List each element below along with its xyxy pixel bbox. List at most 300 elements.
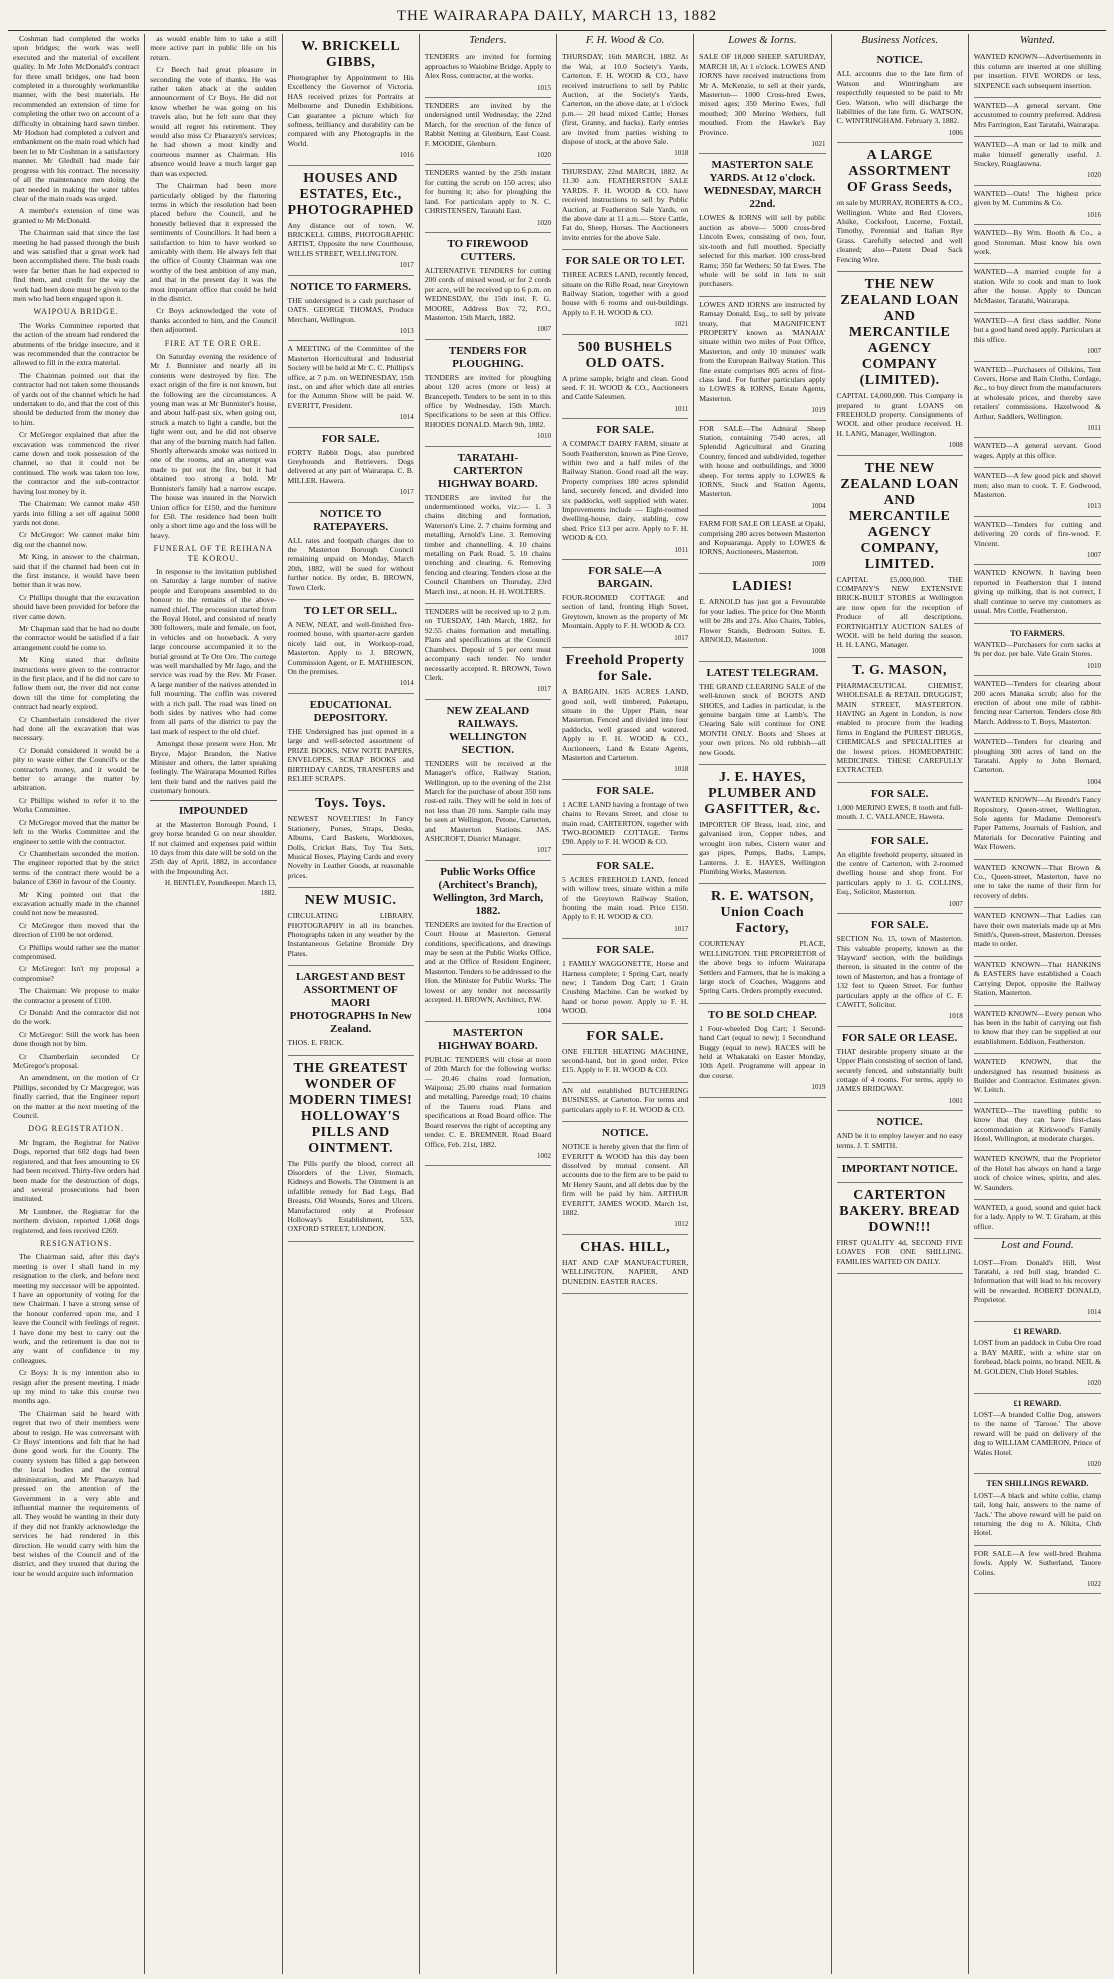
article-paragraph: The Chairman said he heard with regret that two of their members were about to resign. He was conversant with Cr Boys' intentions and felt that he had done good work for the County. The county system has filled a gap between the local bodies and the central administration, and Mr Pharazyn had pressed on the attention of the Government in a very able and influential manner the requirements of all. They would be wanting in their duty if they did not frankly acknowledge the services he had rendered in this direction. He would carry with him the best wishes of the Council and of the district, and they trusted that during the tour he would acquire such information	[13, 1408, 140, 1578]
advertisement	[425, 447, 551, 604]
article-paragraph: Cr McGregor: Isn't my proposal a compromise?	[13, 964, 140, 983]
ad-text: FOUR-ROOMED COTTAGE and section of land, fronting High Street, Greytown, known as the property of Mr Mountain. Apply to F. H. WOOD & CO.	[562, 593, 689, 631]
ad-text: CIRCULATING LIBRARY. PHOTOGRAPHY in all its branches. Photographs taken in any weather by the Instantaneous Gelatine Bromide Dry Plates.	[287, 911, 414, 958]
advertisement	[974, 137, 1101, 186]
ad-text: WANTED—A general servant. Good wages. Apply at this office.	[973, 441, 1101, 460]
ad-text: THE GRAND CLEARING SALE of the well-known stock of BOOTS AND SHOES, and Ladies in particular, is the genuine bargain time at Lamb's. The Clearing Sale will continue for ONE MONTH ONLY. Boots and Shoes at your own prices. No old rubbish—all new Goods.	[699, 681, 826, 757]
ad-reference-number: 1018	[674, 765, 689, 774]
article-paragraph: Cr Donald: And the contractor did not do the work.	[13, 1008, 140, 1027]
ad-text: WANTED KNOWN—That Ladies can have their own materials made up at Mrs Smith's, Queen-street, Masterton. Dresses made to order.	[973, 911, 1101, 949]
article-paragraph: Cr McGregor then moved that the direction of £100 be not ordered.	[13, 920, 140, 940]
article-paragraph: Cr Chamberlain considered the river had done all the excavation that was necessary.	[13, 714, 140, 743]
article-paragraph: Cr McGregor moved that the matter be left to the Works Committee and the engineer to settle with the contractor.	[13, 817, 140, 846]
advertisement	[562, 648, 688, 780]
article-paragraph: Cr McGregor: We cannot make him dig out the channel now.	[13, 530, 140, 549]
ad-heading: FOR SALE.	[870, 787, 929, 800]
article-paragraph: Mr King stated that definite instructions were given to the contractor in the first place, and if he did not care to follow them out, the river did not come down till the time for completing the contract had nearly expired.	[13, 655, 140, 712]
article-paragraph: Cr Boys acknowledged the vote of thanks accorded to him, and the Council then adjourned.	[150, 306, 277, 335]
advertisement	[699, 662, 825, 765]
ad-text: TENDERS wanted by the 25th instant for cutting the scrub on 150 acres; also for burning it; also for ploughing the land. For particulars apply to N. C. CHRISTENSEN, Taratahi East.	[424, 168, 551, 216]
advertisement	[974, 860, 1101, 909]
ad-text: TENDERS are invited for forming approaches to Waiohine Bridge. Apply to Alex Ross, contractor, at the works.	[424, 52, 551, 81]
ad-text: WANTED—Tenders for clearing and ploughing 300 acres of land on the Taratahi. Apply to John Bernard, Carterton.	[973, 737, 1101, 775]
ad-reference-number: 1017	[537, 685, 551, 694]
lost-found-notice	[974, 1255, 1101, 1322]
advertisement	[288, 966, 414, 1055]
ad-text: TENDERS are invited by the undersigned until Wednesday, the 22nd March, for the erection of the fence of Rabbit Netting at Glenburn, East Coast. F. MOODIE, Glenburn.	[424, 101, 551, 148]
section-heading: RESIGNATIONS.	[39, 1238, 113, 1248]
ad-text: IMPORTER OF Brass, lead, zinc, and galvanised iron, Copper tubes, and wrought iron tubes, Cistern water and gas pipes, Pumps, Baths, Lamps, Lanterns. J. E. HAYES, Wellington Plumbing Works, Masterton.	[699, 819, 826, 876]
ad-headline: LADIES!	[732, 579, 793, 595]
ad-reference-number: 1004	[537, 1007, 551, 1016]
ad-reference-number: 1021	[674, 320, 689, 329]
ad-heading: NOTICE.	[876, 54, 923, 67]
ad-heading: TARATAHI-CARTERTON HIGHWAY BOARD.	[438, 451, 538, 490]
ad-reference-number: 1017	[674, 633, 689, 642]
advertisement	[699, 421, 825, 517]
advertisement	[837, 272, 963, 455]
advertisement	[425, 700, 551, 861]
advertisement	[974, 98, 1101, 137]
advertisement	[837, 830, 963, 914]
advertisement	[837, 914, 963, 1027]
notice-reference-number: 1020	[1087, 1459, 1101, 1468]
article-paragraph: Mr Lumbner, the Registrar for the northern division, reported 1,068 dogs registered, and fees received £269.	[13, 1206, 140, 1235]
ad-reference-number: 1004	[1087, 777, 1101, 786]
reward-heading: £1 REWARD.	[1013, 1327, 1062, 1337]
advertisement	[837, 1111, 963, 1158]
column-3	[283, 34, 420, 1974]
notice-text: LOST—From Donald's Hill, West Taratahi, a red bull stag, branded C. Information that will lead to his recovery will be rewarded. ROBERT DONALD, Proprietor.	[973, 1257, 1101, 1305]
ad-headline: FOR SALE.	[586, 1028, 664, 1044]
ad-text: WANTED KNOWN, that the Proprietor of the Hotel has always on hand a large stock of choice wines, spirits, and ales. W. Saunders.	[973, 1154, 1101, 1192]
article-paragraph: Mr King, in answer to the chairman, said that if the channel had been cut in the first instance, it would have been better than it was now.	[13, 552, 140, 590]
ad-text: A COMPACT DAIRY FARM, situate at South Featherston, known as Pine Grove, within two and a half miles of the Railway Station. Good road all the way. Property comprises 180 acres splendid land, securely fenced, and divided into six paddocks, well supplied with water. Improvements include — Eight-roomed dwelling-house, dairy, stabling, cow shed. Price £13 per acre. Apply to F. H. WOOD & CO.	[562, 439, 689, 543]
ad-reference-number: 1014	[399, 679, 414, 688]
ad-reference-number: 1018	[674, 149, 689, 158]
advertisement	[562, 560, 688, 648]
article-paragraph: Amongst those present were Hon. Mr Bryce, Major Brandon, the Native Minister and others, the latter speaking feelingly. The Wairarapa Mounted Rifles lent their band and the natives paid the customary honours.	[150, 739, 277, 796]
advertisement	[425, 604, 551, 700]
ad-text: ALL accounts due to the late firm of Watson and Wintringham are respectfully requested to be paid to Mr Geo. Watson, who will discharge the liabilities of the late firm. G. WATSON, C. WINTRINGHAM. February 3, 1882.	[836, 69, 963, 126]
ad-headline: J. E. HAYES, PLUMBER AND GASFITTER, &c.	[704, 769, 821, 817]
ad-text: Photographer by Appointment to His Excellency the Governor of Victoria. HAS received prizes for Portraits at Melbourne and Dunedin Exhibitions. Can guarantee a picture which for softness, brilliancy and durability can be compared with any Photographs in the World.	[287, 73, 414, 148]
ad-heading: NOTICE TO FARMERS.	[290, 280, 411, 293]
ad-reference-number: 1011	[674, 545, 689, 554]
advertisement	[562, 1122, 688, 1235]
ad-reference-number: 1008	[948, 441, 963, 450]
column-heading: Business Notices.	[861, 34, 939, 46]
advertisement	[837, 1027, 963, 1111]
advertisement	[699, 884, 825, 1003]
ad-text: LOWES AND IORNS are instructed by Ramsay Donald, Esq., to sell by private treaty, that MAGNIFICENT PROPERTY known as 'MANAIA' situate within two miles of Post Office, Masterton, and only 10 minutes' walk from the European Railway Station. This fine estate comprises 805 acres of first-class land. For further particulars apply to LOWES & IORNS, Estate Agents, Masterton.	[699, 299, 826, 403]
ad-subheading: TO FARMERS.	[1010, 628, 1065, 638]
notice-text: LOST—A branded Collie Dog, answers to the name of 'Tarooe.' The above reward will be paid on delivery of the dog to WILLIAM CAMERON, Prince of Wales Hotel.	[973, 1409, 1101, 1457]
ad-text: 1 Four-wheeled Dog Cart; 1 Second-hand Cart (equal to new); 1 Secondhand Buggy (equal to new). RACES will be held at Whakataki on Easter Monday, 10th April. Programme will appear in due course.	[699, 1023, 826, 1080]
ad-reference-number: 1006	[948, 128, 963, 137]
ad-headline: R. E. WATSON, Union Coach Factory,	[710, 889, 814, 937]
advertisement	[974, 1103, 1101, 1152]
notice-text: LOST—A black and white collie, clamp tail, long hair, answers to the name of 'Jack.' The above reward will be paid on returning the dog to A. Nikita, Club Hotel.	[973, 1490, 1101, 1538]
advertisement	[288, 600, 414, 694]
advertisement	[425, 1022, 551, 1166]
ad-text: NOTICE is hereby given that the firm of EVERITT & WOOD has this day been dissolved by mutual consent. All accounts due to the firm are to be paid to Mr Henry Saunt, and all debts due by the firm will be paid by him. ARTHUR EVERITT, JAMES WOOD. March 1st, 1882.	[562, 1142, 689, 1217]
ad-text: WANTED KNOWN. It having been reported in Featherston that I intend giving up milking, that is not correct, I shall continue to serve my customers as usual. Mrs Cottle, Featherston.	[973, 568, 1101, 616]
advertisement	[699, 516, 825, 574]
ad-headline: A LARGE ASSORTMENT OF Grass Seeds,	[846, 148, 953, 196]
article-paragraph: Mr King pointed out that the excavation actually made in the channel could not now be measured.	[13, 889, 140, 918]
ad-text: 1 ACRE LAND having a frontage of two chains to Revans Street, and close to main road, CARTERTON, together with TWO-ROOMED COTTAGE. Terms £90. Apply to F. H. WOOD & CO.	[562, 799, 689, 847]
ad-text: LOWES & IORNS will sell by public auction as above— 5000 cross-bred Lincoln Ewes, consisting of two, four, six-tooth and full mouthed. Specially selected for this market. 100 cross-bred Rams; 350 fat Wethers; 50 fat Ewes. The whole will be sold in lots to suit purchasers.	[699, 213, 826, 289]
ad-heading: FOR SALE OR LEASE.	[841, 1031, 958, 1044]
ad-reference-number: 1015	[537, 83, 551, 92]
ad-text: TENDERS are invited for the Erection of Court House at Masterton. General conditions, specifications, and drawings may be seen at the Public Works Office, and at the Office of Resident Engineer, Masterton. Tenders to be addressed to the Hon. the Minister for Public Works. The lowest or any tender not necessarily accepted. H. BROWN, Architect, P.W.	[424, 919, 551, 1005]
ad-heading: NOTICE.	[876, 1116, 923, 1129]
ad-text: An eligible freehold property, situated in the centre of Carterton, with 2-roomed dwelling house and shop front. For particulars apply to J. G. COLLINS, Esq., Solicitor, Masterton.	[836, 849, 963, 897]
advertisement	[288, 694, 414, 791]
advertisement	[974, 624, 1101, 677]
ad-reference-number: 1018	[948, 1012, 963, 1021]
advertisement	[425, 340, 551, 447]
advertisement	[974, 313, 1101, 362]
advertisement	[974, 734, 1101, 792]
ad-text: WANTED—A first class saddler. None but a good hand need apply. Particulars at this office.	[973, 315, 1101, 344]
ad-reference-number: 1020	[1087, 171, 1101, 180]
ad-heading: FOR SALE OR TO LET.	[565, 255, 685, 268]
advertisement	[699, 154, 825, 296]
ad-headline: HOUSES AND ESTATES, Etc., PHOTOGRAPHED	[287, 170, 414, 218]
ad-text: 1,000 MERINO EWES, 8 tooth and full-mouth. J. C. VALLANCE, Hawera.	[836, 802, 963, 822]
article-paragraph: Cr McGregor explained that after the excavation was commenced the river came down and took possession of the channel, so that it could not be continued. The work was taken too low, the contractor and the sub-contractor having lost money by it.	[13, 430, 140, 496]
ad-heading: LATEST TELEGRAM.	[706, 666, 819, 679]
ad-reference-number: 1011	[674, 404, 689, 413]
ad-reference-number: 1020	[537, 151, 551, 160]
pound-notice-signature: H. BENTLEY, Poundkeeper. March 13, 1882.	[165, 879, 277, 897]
divider	[150, 800, 276, 801]
column-heading: Wanted.	[1019, 34, 1056, 46]
advertisement	[837, 658, 963, 783]
ad-heading: FOR SALE.	[870, 834, 929, 847]
ad-reference-number: 1017	[399, 261, 414, 270]
advertisement	[425, 861, 551, 1022]
advertisement	[974, 49, 1101, 98]
advertisement	[974, 225, 1101, 264]
ad-reference-number: 1001	[948, 1096, 963, 1105]
ad-text: FARM FOR SALE OR LEASE at Opaki, comprising 280 acres between Masterton and Kopuaranga. Apply to LOWES & IORNS, Auctioneers, Masterton.	[699, 519, 826, 557]
ad-reference-number: 1017	[674, 924, 689, 933]
advertisement	[288, 888, 414, 966]
advertisement	[974, 1006, 1101, 1055]
article-paragraph: In response to the invitation published on Saturday a large number of native people and Europeans assembled to do honour to the remains of the above-named chief. The procession started from the Royal Hotel, and consisted of nearly 300 followers, male and female, on foot, in vehicles and on horseback. A very large concourse accompanied it to the burial ground at Te Ore Ore. The cortege was well marshalled by Mr Jago, and the service was read by the Rev. Mr Fraser. A large number of the natives attended in full mourning. The coffin was covered with a rich pall. The road was lined on both sides by natives who had come from all parts of the district to pay the last mark of respect to the old chief.	[150, 566, 277, 736]
ad-text: FIRST QUALITY 4d, SECOND FIVE LOAVES FOR ONE SHILLING. FAMILIES WAITED ON DAILY.	[836, 1238, 963, 1266]
ad-reference-number: 1010	[537, 432, 551, 441]
ad-reference-number: 1010	[1087, 661, 1101, 670]
advertisement	[288, 341, 414, 427]
ad-reference-number: 1007	[1087, 551, 1101, 560]
ad-heading: LARGEST AND BEST ASSORTMENT OF MAORI PHOTOGRAPHS In New Zealand.	[289, 971, 412, 1036]
lost-found-notice	[974, 1546, 1101, 1595]
advertisement	[837, 456, 963, 658]
ad-heading: MASTERTON HIGHWAY BOARD.	[438, 1026, 538, 1052]
ad-text: ONE FILTER HEATING MACHINE, second-hand, but in good order. Price £15. Apply to F. H. WOOD & CO.	[562, 1046, 689, 1075]
ad-text: AND be it to employ lawyer and no easy terms. J. T. SMITH.	[836, 1131, 963, 1150]
notice-text: LOST from an paddock in Cuba Ore road a BAY MARE, with a white star on forehead, black points, no brand. NEIL & M. GOLDEN, Club Hotel Stables.	[973, 1338, 1101, 1376]
ad-headline: NEW MUSIC.	[304, 893, 397, 909]
advertisement	[288, 791, 414, 888]
advertisement	[562, 164, 688, 250]
advertisement	[974, 468, 1101, 517]
ad-heading: TO LET OR SELL.	[304, 605, 398, 618]
ad-text: CAPITAL £4,000,000. This Company is prepared to grant LOANS on FREEHOLD property. Consignments of WOOL and other produce received. H. H. LANG, Manager, Wellington.	[836, 391, 963, 438]
ad-headline: CARTERTON BAKERY. BREAD DOWN!!!	[839, 1188, 960, 1235]
advertisement	[562, 335, 688, 420]
article-paragraph: The Chairman said, after this day's meeting is over I shall hand in my resignation to the clerk, and before next meeting my successor will be appointed. I have an opportunity of voting for the new Chairman. I have a strong sense of the honour conferred upon me, and I leave the Council with feelings of regret. I have done my best to carry out the work, and the retirement is due not to any want of confidence in my colleagues.	[13, 1252, 140, 1365]
advertisement	[974, 957, 1101, 1006]
section-heading: FIRE AT TE ORE ORE.	[164, 338, 262, 348]
advertisement	[974, 676, 1101, 734]
ad-heading: FOR SALE.	[596, 944, 654, 957]
article-paragraph: Coshman had completed the works upon bridges; the work was well executed and the material of excellent quality. In Mr John McDonald's contract for three small bridges, one had been completed in a thoroughly workmanlike manner, with the best materials. He recommended an extension of time for completing the other two on account of a difficulty in obtaining hard sawn timber. Mr Hodson had completed a culvert and embankment on the main road which had been let to Mr Coshman in a satisfactory manner. Mr Gledhill had made fair progress with his contract. The necessity of all the maintenance men doing the part needed in making the water tables clear of the main roads was urged.	[13, 34, 140, 203]
column-7	[832, 34, 969, 1974]
pound-notice-title: IMPOUNDED	[178, 804, 248, 817]
advertisement	[974, 908, 1101, 957]
ad-text: THURSDAY, 16th MARCH, 1882. At the Wai, at 10.0 Society's Yards, Carterton. F. H. WOOD & CO., have received instructions to sell by Public Auction, at the Society's Yards, Carterton, on the above date, at 1 o'clock p.m.— 20 head mixed Cattle; Horses (first, Granny, and hacks). Early entries are invited from parties wishing to dispose of stock, at the above Sale.	[562, 52, 689, 147]
ad-text: 1 FAMILY WAGGONETTE, Horse and Harness complete; 1 Spring Cart, nearly new; 1 Tandem Dog Cart; 1 Grain Crushing Machine. Can be worked by hand or horse power. Apply to F. H. WOOD.	[562, 959, 689, 1016]
ad-text: TENDERS are invited for ploughing about 120 acres (more or less) at Brancepeth. Tenders to be sent in to this office by Wednesday, 15th March. Specifications to be seen at this Office. RHODES DONALD. March 9th, 1882.	[424, 372, 551, 429]
ad-heading: FOR SALE.	[321, 432, 380, 445]
ad-heading: MASTERTON SALE YARDS. At 12 o'clock. WEDNESDAY, MARCH 22nd.	[703, 159, 822, 211]
advertisement	[974, 264, 1101, 313]
advertisement	[562, 49, 688, 163]
ad-text: THREE ACRES LAND, recently fenced, situate on the Rifle Road, near Greytown Railway Station, together with a good house with 6 rooms and out-buildings. Apply to F. H. WOOD & CO.	[562, 270, 689, 317]
ad-text: WANTED—A few good pick and shovel men; also man to cook. T. F. Godwood, Masterton.	[973, 471, 1101, 500]
ad-text: THAT desirable property situate at the Upper Plain consisting of section of land, securely fenced, and substantially built cottage of 4 rooms. For terms, apply to JAMES BRIDGWAY.	[836, 1046, 963, 1094]
ad-text: WANTED—Oats! The highest price given by M. Cummins & Co.	[973, 188, 1101, 208]
article-paragraph: Cr Beech had great pleasure in seconding the vote of thanks. He was rather taken aback at the sudden announcement of Cr Boys. He did not know whether he was going on his travels also, but he felt sure that they would all regret his retirement. They would also miss Cr Pharazyn's services; he had shown a most kindly and courteous manner as Chairman. His absence would leave a much larger gap than was expected.	[150, 65, 277, 178]
article-paragraph: Cr Chamberlain seconded Cr McGregor's proposal.	[13, 1051, 140, 1071]
article-paragraph: Cr Donald considered it would be a pity to waste either the Council's or the contractor's money, and it would be better to arrange the matter by arbitration.	[13, 745, 140, 793]
ad-reference-number: 1009	[811, 559, 826, 568]
ad-heading: FOR SALE.	[596, 784, 654, 797]
advertisement	[974, 186, 1101, 225]
ad-reference-number: 1004	[811, 501, 826, 510]
column-4	[420, 34, 557, 1974]
ad-headline: THE NEW ZEALAND LOAN AND MERCANTILE AGENCY COMPANY (LIMITED).	[840, 277, 959, 389]
ad-heading: FOR SALE.	[870, 919, 929, 932]
ad-text: A MEETING of the Committee of the Masterton Horticultural and Industrial Society will be held at Mr C. C. Phillips's office, at 7 p.m. on WEDNESDAY, 15th inst., on and after which date all entries for the Autumn Show will be paid. W. EVERITT, President.	[287, 344, 414, 410]
advertisement	[425, 98, 551, 165]
ad-reference-number: 1016	[1087, 210, 1101, 219]
advertisement	[425, 165, 551, 232]
ad-text: COURTENAY PLACE, WELLINGTON. THE PROPRIETOR of the above begs to inform Wairarapa Settlers and Farmers, that he is making a large stock of Coaches, Waggons and Spring Carts. Orders promptly executed.	[699, 939, 826, 996]
ad-text: Any distance out of town. W. BRICKELL GIBBS, PHOTOGRAPHIC ARTIST, Opposite the new Courthouse, WILLIS STREET, WELLINGTON.	[287, 220, 414, 258]
ad-text: FORTY Rabbit Dogs, also purebred Greyhounds and Retrievers. Dogs delivered at any part of Wairarapa. C. B. MILLER. Hawera.	[287, 447, 414, 485]
article-paragraph: The Works Committee reported that the action of the stream had rendered the abutments of the bridge insecure, and it was recommended that the contractor be allowed to fill in the extra material.	[13, 320, 140, 368]
ad-text: The Pills purify the blood, correct all Disorders of the Liver, Stomach, Kidneys and Bowels. The Ointment is an infallible remedy for Bad Legs, Bad Breasts, Old Wounds, Sores and Ulcers. Manufactured only at Professor Holloway's Establishment, 533, OXFORD STREET, LONDON.	[287, 1158, 414, 1234]
reward-heading: TEN SHILLINGS REWARD.	[986, 1479, 1089, 1489]
advertisement	[699, 1004, 825, 1098]
advertisement	[562, 1235, 688, 1294]
ad-text: WANTED—By Wm. Booth & Co., a good Storeman. Must know his own work.	[973, 228, 1101, 256]
article-paragraph: The Chairman: We cannot make 450 yards into filling a set off against 5000 yards not done.	[13, 499, 140, 527]
ad-text: ALTERNATIVE TENDERS for cutting 200 cords of mixed wood, or for 2 cords per acre, will be received up to 6 p.m. on WEDNESDAY, the 15th inst. F. G. MOORE, Address Box 72, P.O., Masterton. 15th March, 1882.	[424, 265, 551, 322]
article-paragraph: The Chairman: We propose to make the contractor a present of £100.	[13, 986, 140, 1005]
advertisement	[425, 49, 551, 98]
section-heading: DOG REGISTRATION.	[28, 1124, 124, 1134]
notice-text: FOR SALE—A few well-bred Brahma fowls. Apply W. Sutherland, Tauore Colins.	[973, 1548, 1101, 1577]
ad-text: A BARGAIN. 1635 ACRES LAND, good soil, well timbered, Puketapu, situate in the Upper Plain, near Masterton. Fenced and divided into four paddocks, well grassed and watered. Apply to F. H. WOOD & CO., Auctioneers, Land & Estate Agents, Masterton and Carterton.	[562, 687, 689, 762]
article-paragraph: as would enable him to take a still more active part in public life on his return.	[150, 34, 277, 62]
ad-text: THE Undersigned has just opened in a large and well-selected assortment of PRIZE BOOKS, NEW NOTE PAPERS, ENVELOPES, SCRAP BOOKS and BIRTHDAY CARDS, TRANSFERS and RELIEF SCRAPS.	[287, 726, 414, 783]
notice-reference-number: 1014	[1087, 1307, 1101, 1316]
ad-text: FOR SALE—The Admiral Sheep Station, containing 7540 acres, all Splendid Agricultural and Grazing Country, fenced and subdivided, together with house and outbuildings, and 3000 sheep. For terms apply to LOWES & IORNS, Stock and Station Agents, Masterton.	[699, 423, 826, 499]
ad-text: THURSDAY, 22nd MARCH, 1882. At 11.30 a.m. FEATHERSTON SALE YARDS. F. H. WOOD & CO. have received instructions to sell by Public Auction, at Featherston Sale Yards, on the above date at 11 a.m.— Store Cattle, Fat do, Sheep, Horses. The Auctioneers invite entries for the above Sale.	[562, 166, 689, 242]
column-heading: F. H. Wood & Co.	[585, 34, 665, 46]
advertisement	[974, 1054, 1101, 1103]
ad-reference-number: 1008	[811, 647, 826, 656]
ad-headline: Toys. Toys.	[315, 796, 386, 812]
ad-text: 5 ACRES FREEHOLD LAND, fenced with willow trees, situate within a mile of the Greytown Railway Station, fronting the main road. Price £150. Apply to F. H. WOOD & CO.	[562, 874, 689, 922]
advertisement	[562, 855, 688, 939]
ad-text: WANTED KNOWN—That Brown & Co., Queen-street, Masterton, have no one to take the name of their firm for recovery of debts.	[973, 862, 1101, 900]
advertisement	[974, 362, 1101, 439]
ad-text: THE undersigned is a cash purchaser of OATS. GEORGE THOMAS, Produce Merchant, Wellington.	[287, 295, 414, 324]
ad-reference-number: 1021	[811, 140, 826, 149]
column-8	[969, 34, 1106, 1974]
column-1	[8, 34, 145, 1974]
ad-text: CAPITAL £5,000,000. THE COMPANY'S NEW EXTENSIVE BRICK-BUILT STORES at Wellington are now open for the reception of Produce of all descriptions. FORTNIGHTLY AUCTION SALES of WOOL will be held during the season. H. H. LANG, Manager.	[836, 574, 963, 650]
ad-heading: NEW ZEALAND RAILWAYS. WELLINGTON SECTION.	[446, 704, 530, 756]
advertisement	[288, 166, 414, 276]
ad-text: WANTED—Purchasers for corn sacks at 9s per doz. per bale. Vale Grain Stores.	[973, 639, 1101, 659]
ad-heading: NOTICE TO RATEPAYERS.	[313, 507, 388, 533]
ad-text: on sale by MURRAY, ROBERTS & CO., Wellington. White and Red Clovers, Alsike, Cocksfoot, Lucerne, Foxtail, Timothy, Perennial and Italian Rye Grass. Carefully selected and well cleaned; also—Patent Dead Sack Fencing Wire.	[836, 198, 963, 264]
notice-reference-number: 1020	[1087, 1379, 1101, 1388]
ad-text: NEWEST NOVELTIES! In Fancy Stationery, Purses, Straps, Desks, Albums, Card Baskets, Workboxes, Dolls, Cricket Bats, Toy Tea Sets, Musical Boxes, Playing Cards and every Novelty in Leather Goods, at reasonable prices.	[287, 814, 414, 880]
ad-reference-number: 1019	[811, 1083, 826, 1092]
ad-text: A prime sample, bright and clean. Good seed. F. H. WOOD & CO., Auctioneers and Cattle Salesmen.	[562, 373, 689, 402]
ad-text: WANTED KNOWN—Every person who has been in the habit of carrying out fish to know that they can be supplied at our establishment. Eddison, Featherston.	[973, 1008, 1101, 1046]
advertisement	[974, 565, 1101, 623]
ad-text: WANTED—Purchasers of Oilskins, Tent Covers, Horse and Rain Cloths, Cordage, &c., to buy direct from the manufacturers at wholesale prices, and thereby save retailers' commissions. Hazelwood & Arthur, Saddlers, Wellington.	[973, 364, 1101, 421]
ad-reference-number: 1016	[399, 151, 414, 160]
ad-reference-number: 1007	[948, 899, 963, 908]
advertisement	[562, 419, 688, 560]
ad-headline: THE GREATEST WONDER OF MODERN TIMES! HOLLOWAY'S PILLS AND OINTMENT.	[288, 1060, 413, 1156]
article-paragraph: On Saturday evening the residence of Mr J. Bunnister and nearly all its contents were destroyed by fire. The exact origin of the fire is not known, but the following are the circumstances. A young man was at Mr Bunnister's house, and about half-past six, when going out, struck a match to light a candle, but the light went out, and he did not observe that any of the burning match had fallen. Shortly afterwards smoke was noticed in one of the rooms, and an attempt was made to put out the fire, but it had obtained too strong a hold. Mr Bunnister's family had a narrow escape. The house was insured in the Norwich Union office for £150, and the furniture for £50. The residence had been built only a short time ago and the loss will be heavy.	[150, 352, 277, 540]
ad-heading: IMPORTANT NOTICE.	[841, 1163, 958, 1175]
ad-headline: W. BRICKELL GIBBS,	[301, 39, 401, 70]
advertisement	[699, 574, 825, 661]
lost-found-notice	[974, 1474, 1101, 1545]
article-paragraph: Cr Boys: It is my intention also to resign after the present meeting. I made up my mind to take this course two months ago.	[13, 1368, 140, 1406]
ad-text: SALE OF 18,000 SHEEP. SATURDAY, MARCH 18, At 1 o'clock. LOWES AND IORNS have received instructions from Mr A. McKenzie, to sell at their yards, Masterton— 1000 Cross-bred Ewes, mixed ages; 350 Merino Ewes, full mouthed; 300 Merino Wethers, full mouthed. From the Hawke's Bay Province.	[699, 52, 826, 137]
ad-reference-number: 1020	[537, 218, 551, 227]
lost-found-heading: Lost and Found.	[1001, 1239, 1074, 1252]
ad-text: WANTED KNOWN—At Brendt's Fancy Repository, Queen-street, Wellington, Sole agents for Madame Demorest's Paper Patterns, Journals of Fashion, and Materials for Decorative Painting and Wax Flowers.	[973, 795, 1101, 852]
column-6	[694, 34, 831, 1974]
advertisement	[699, 297, 825, 421]
ad-headline: 500 BUSHELS OLD OATS.	[577, 339, 673, 371]
ad-text: WANTED—The travelling public to know that they can have first-class accommodation at Kirkwood's Family Hotel, Wellington, at moderate charges.	[973, 1105, 1101, 1143]
ad-text: E. ARNOLD has just got a Fevourable for your ladies. The price for One Month will be 28s and 27s. Also Chairs, Tables, Flower Stands, Bedroom Suites. E. ARNOLD, Masterton.	[699, 597, 826, 644]
advertisement	[288, 503, 414, 600]
ad-reference-number: 1013	[399, 326, 414, 335]
ad-text: WANTED—A man or lad to milk and make himself generally useful. J. Stuckey, Ruaglauwna.	[973, 140, 1101, 169]
section-heading: FUNERAL OF TE REIHANA TE KOROU.	[153, 544, 274, 563]
advertisement	[562, 939, 688, 1023]
advertisement	[837, 49, 963, 143]
ad-heading: TO FIREWOOD CUTTERS.	[447, 237, 529, 263]
ad-reference-number: 1014	[399, 413, 414, 422]
ad-heading: Public Works Office (Architect's Branch), Wellington, 3rd March, 1882.	[432, 865, 544, 917]
column-2	[145, 34, 282, 1974]
article-paragraph: The Chairman had been more particularly obliged by the flattering terms in which the resolution had been placed before the Council, and he honestly believed that it expressed the sentiments of Councillors. It had been a satisfaction to him to have worked so amicably with them. He always felt that the office of County Chairman was one worthy of the best ambition of any man, and that in the present day it was the most important office that could be held in the district.	[150, 181, 277, 303]
article-paragraph: Cr McGregor: Still the work has been done though not by him.	[13, 1029, 140, 1049]
ad-reference-number: 1007	[1087, 347, 1101, 356]
section-heading: WAIPOUA BRIDGE.	[33, 307, 119, 317]
advertisement	[288, 276, 414, 342]
advertisement	[562, 1024, 688, 1083]
advertisement	[974, 1151, 1101, 1200]
article-paragraph: The Chairman said that since the last meeting he had passed through the bush and was satisfied that a great work had been accomplished there. The bush roads were far better than he had expected to find them, and credit for the way the work had been done must be given to the men who had been engaged upon it.	[13, 228, 140, 303]
column-heading: Tenders.	[469, 34, 507, 46]
advertisement	[425, 233, 551, 340]
article-paragraph: The Chairman pointed out that the contractor had not taken some thousands of yards out of the channel which he had undertaken to do, and that the cost of this should be deducted from the money due to him.	[13, 370, 140, 427]
lost-found-notice	[974, 1322, 1101, 1393]
ad-heading: EDUCATIONAL DEPOSITORY.	[309, 698, 392, 724]
advertisement	[974, 517, 1101, 566]
ad-reference-number: 1017	[399, 488, 414, 497]
masthead: THE WAIRARAPA DAILY, MARCH 13, 1882	[8, 6, 1106, 31]
ad-text: SECTION No. 15, town of Masterton. This valuable property, known as the 'Hayward' section, with the buildings thereon, is situated in the centre of the town of Masterton, and has a frontage of 132 feet to Queen Street. For further particulars apply at the office of C. F. CAWITT, Solicitor.	[836, 934, 963, 1009]
ad-text: AN old established BUTCHERING BUSINESS, at Carterton. For terms and particulars apply to F. H. WOOD & CO.	[562, 1085, 689, 1114]
ad-headline: CHAS. HILL,	[580, 1239, 671, 1255]
article-paragraph: Cr Phillips thought that the excavation should have been provided for before the river came down.	[13, 592, 140, 621]
ad-text: A NEW, NEAT, and well-finished five-roomed house, with quarter-acre garden nicely laid out, in Worksop-road, Masterton. Apply to J. BROWN, Commission Agent, or E. MATHIESON, On the premises.	[287, 620, 414, 677]
ad-heading: NOTICE.	[602, 1127, 649, 1140]
column-heading: Lowes & Iorns.	[728, 34, 797, 46]
advertisement	[562, 780, 688, 855]
ad-text: WANTED, a good, sound and quiet hack for a lady. Apply to W. T. Graham, at this office.	[973, 1203, 1101, 1231]
advertisement	[974, 792, 1101, 859]
article-paragraph: Mr Chapman said that he had no doubt the contractor would be satisfied if a fair arrangement could be come to.	[13, 623, 140, 652]
pound-notice-text: at the Masterton Borough Pound, 1 grey horse branded G on near shoulder. If not claimed and expenses paid within 10 days from this date will be sold on the 25th day of April, 1882, in accordance with the Impounding Act.	[150, 819, 277, 876]
ad-text: WANTED KNOWN, that the undersigned has resumed business as Builder and Contractor. Estimates given. W. Leitch.	[973, 1057, 1101, 1095]
advertisement	[837, 143, 963, 272]
advertisement	[562, 250, 688, 334]
ad-text: WANTED KNOWN—That HANKINS & EASTERS have established a Coach Carrying Depot, opposite the Railway Station, Masterton.	[973, 959, 1101, 998]
ad-heading: FOR SALE.	[596, 859, 654, 872]
ad-headline: THE NEW ZEALAND LOAN AND MERCANTILE AGENCY COMPANY, LIMITED.	[840, 460, 959, 572]
ad-text: TENDERS will be received at the Manager's office, Railway Station, Wellington, up to the evening of the 21st March for the purchase of about 350 tons rust-ed rails. They will be sold in lots of not less than 20 tons. Sample rails may be seen at Wellington, Petone, Carterton, and Masterton Stations. JAS. ASHCROFT, District Manager.	[424, 758, 551, 843]
lost-found-notice	[974, 1394, 1101, 1475]
advertisement	[562, 1083, 688, 1122]
ad-reference-number: 1013	[1087, 502, 1101, 511]
ad-text: TENDERS will be received up to 2 p.m. on TUESDAY, 14th March, 1882, for 92.55 chains formation and metalling. Plans and specifications at the Council Chambers. Deposit of 5 per cent must accompany each tender. No tender necessarily accepted. R. BROWN, Town Clerk.	[424, 607, 551, 682]
ad-heading: TO BE SOLD CHEAP.	[707, 1008, 817, 1021]
reward-heading: £1 REWARD.	[1013, 1398, 1062, 1408]
advertisement	[974, 438, 1101, 468]
ad-text: ALL rates and footpath charges due to the Masterton Borough Council remaining unpaid on Monday, March 20th, 1882, will be sued for without further notice. By order, B. BROWN, Town Clerk.	[287, 535, 414, 592]
columns	[8, 34, 1106, 1974]
ad-reference-number: 1012	[674, 1220, 689, 1229]
ad-heading: FOR SALE—A BARGAIN.	[588, 565, 662, 591]
advertisement	[288, 34, 414, 166]
advertisement	[837, 1183, 963, 1274]
article-paragraph: Mr Ingram, the Registrar for Native Dogs, reported that 602 dogs had been registered, and that fees amounting to £6 had been received. Thirty-five orders had been made for the destruction of dogs, and several prosecutions had been instituted.	[13, 1137, 140, 1204]
article-paragraph: Cr Chamberlain seconded the motion. The engineer reported that by the strict terms of the contract there would be a balance of £360 in favour of the County.	[13, 848, 140, 887]
